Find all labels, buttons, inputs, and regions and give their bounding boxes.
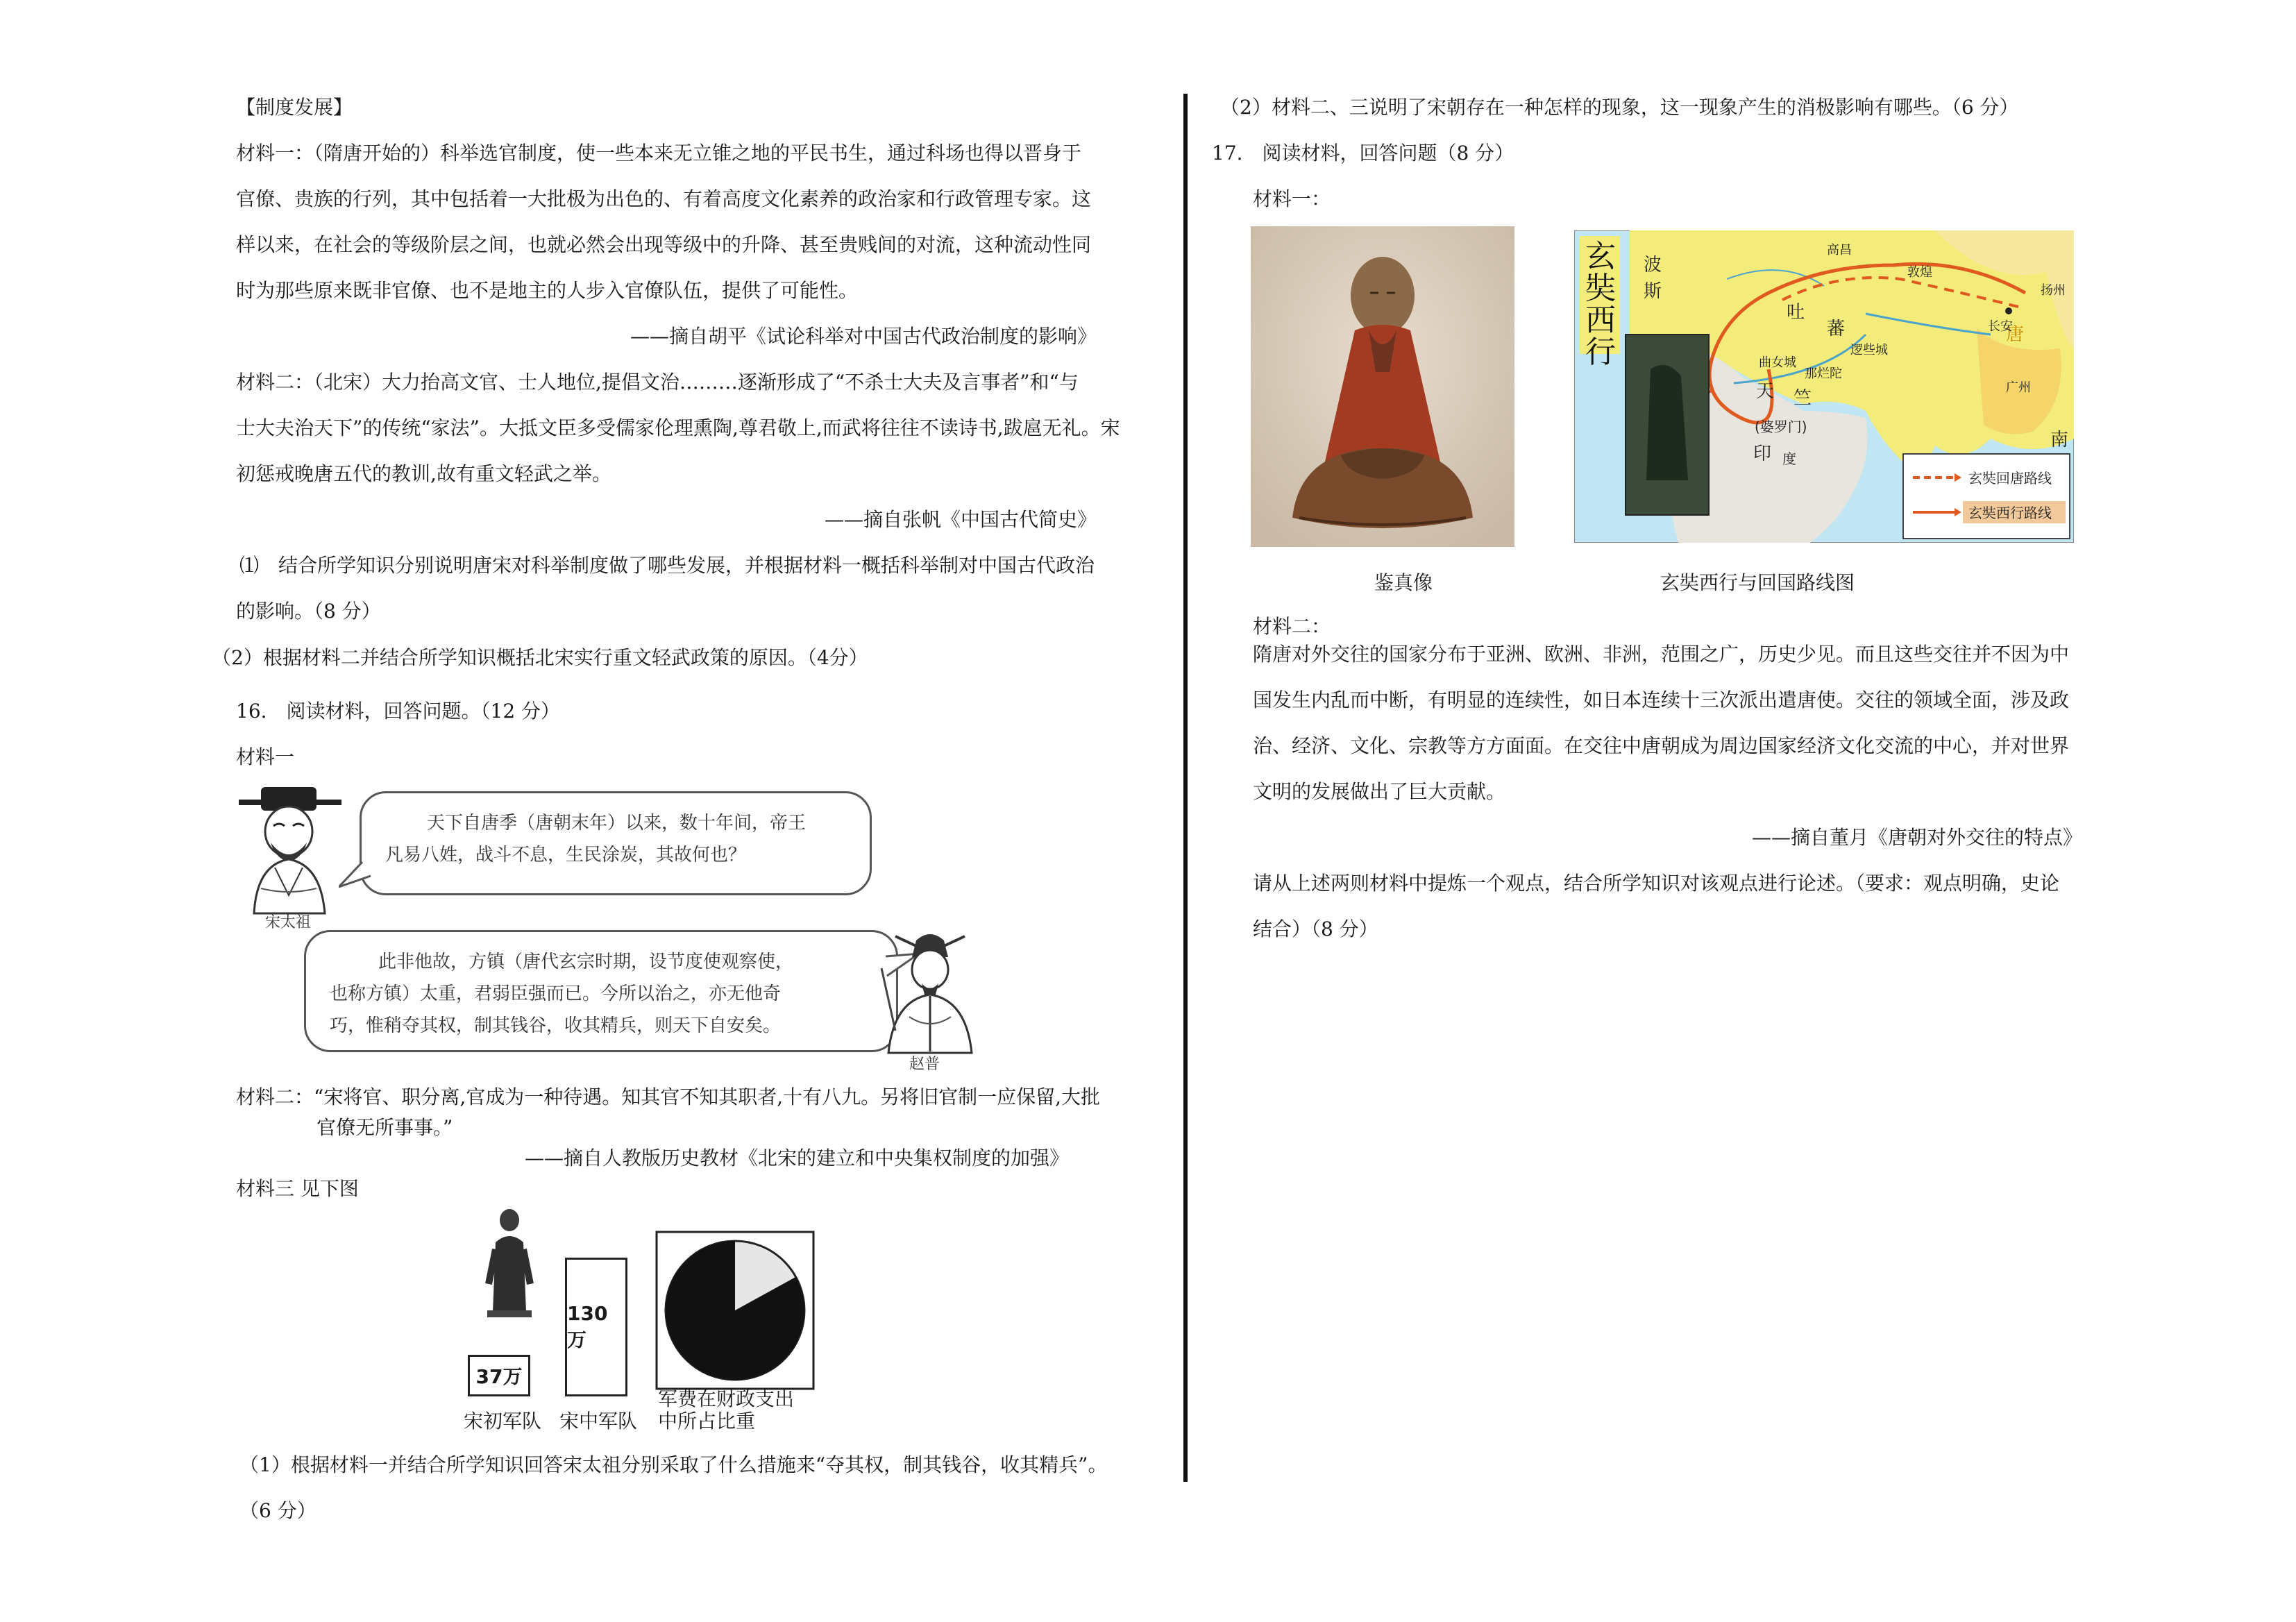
map-city-label: 高昌 (1827, 243, 1852, 257)
jianzhen-statue-image (1251, 226, 1514, 547)
question-16-heading: 16. 阅读材料，回答问题。（12 分） (236, 700, 561, 723)
material2-line: 国发生内乱而中断，有明显的连续性，如日本连续十三次派出遣唐使。交往的领域全面，涉及政 (1253, 688, 2070, 711)
figure-label-song-taizu: 宋太祖 (265, 914, 312, 931)
speech-bubble-song-taizu (360, 791, 872, 895)
question-1: ⑴ 结合所学知识分别说明唐宋对科举制度做了哪些发展，并根据材料一概括科举制对中国古代政治 (239, 554, 1095, 577)
column-divider (1183, 94, 1188, 1482)
material2-line: 治、经济、文化、宗教等方方面面。在交往中唐朝成为周边国家经济文化交流的中心，并对世界 (1253, 734, 2070, 757)
bar-value-label: 37万 (475, 1365, 523, 1388)
map-title-char: 西 (1585, 303, 1616, 338)
bar-value-label: 130万 (567, 1301, 608, 1351)
bubble-tail-icon (339, 861, 380, 895)
material1-line: 样以来，在社会的等级阶层之间，也就必然会出现等级中的升降、甚至贵贱间的对流，这种流动性同 (236, 233, 1092, 256)
map-title-char: 行 (1585, 335, 1616, 370)
figure-label-zhao-pu: 赵普 (909, 1056, 940, 1073)
material2-line: 文明的发展做出了巨大贡献。 (1253, 780, 1506, 803)
map-title-char: 玄 (1585, 239, 1616, 274)
xuanzang-route-map (1574, 230, 2074, 543)
material1-source: ——摘自胡平《试论科举对中国古代政治制度的影响》 (630, 325, 1097, 348)
section-title: 【制度发展】 (236, 96, 353, 119)
map-city-label: 扬州 (2041, 283, 2066, 298)
map-region-label: 斯 (1644, 281, 1662, 302)
speech-bubble-zhao-pu (304, 930, 898, 1052)
map-title-char: 奘 (1585, 271, 1616, 306)
material1-line: 材料一：（隋唐开始的）科举选官制度，使一些本来无立锥之地的平民书生，通过科场也得以晋身于 (236, 142, 1082, 164)
map-city-label: 长安 (1988, 319, 2013, 334)
question-2: （2）根据材料二并结合所学知识概括北宋实行重文轻武政策的原因。（4分） (212, 646, 868, 669)
material-label: 材料一 (236, 745, 295, 768)
map-region-label: 吐 (1787, 302, 1805, 323)
military-spending-pie (655, 1231, 815, 1390)
pie-caption-line: 中所占比重 (658, 1410, 756, 1433)
map-legend-return: 玄奘回唐路线 (1968, 470, 2052, 487)
map-city-label: 曲女城 (1759, 355, 1796, 370)
material2-line: 士大夫治天下”的传统“家法”。大抵文臣多受儒家伦理熏陶,尊君敬上,而武将往往不读诗书,跋扈无礼。宋 (236, 416, 1120, 439)
map-city-label: 那烂陀 (1805, 366, 1842, 381)
material2-source: ——摘自张帆《中国古代简史》 (824, 508, 1097, 531)
map-region-label: 唐 (2006, 324, 2025, 345)
material-label: 材料二： (1253, 615, 1331, 638)
material2-line: 材料二：（北宋）大力抬高文官、士人地位,提倡文治………逐渐形成了“不杀士大夫及言事者”和“与 (236, 371, 1079, 394)
map-city-label: 逻些城 (1850, 343, 1888, 357)
material2-source: ——摘自董月《唐朝对外交往的特点》 (1751, 826, 2082, 849)
zhao-pu-portrait (868, 927, 993, 1055)
map-region-label: 波 (1644, 255, 1662, 276)
category-label-early-song: 宋初军队 (464, 1410, 542, 1433)
question-16-1-points: （6 分） (239, 1499, 316, 1522)
map-region-label: 竺 (1793, 388, 1812, 409)
question-17-heading: 17. 阅读材料，回答问题（8 分） (1212, 142, 1514, 164)
map-city-label: 广州 (2006, 380, 2031, 395)
bubble-line: 巧，惟稍夺其权，制其钱谷，收其精兵，则天下自安矣。 (330, 1015, 782, 1036)
bubble-line: 此非他故，方镇（唐代玄宗时期，设节度使观察使， (378, 952, 794, 972)
image-caption-xuanzang-map: 玄奘西行与回国路线图 (1660, 571, 1855, 594)
question-17-task: 请从上述两则材料中提炼一个观点，结合所学知识对该观点进行论述。（要求：观点明确，史论 (1253, 872, 2060, 895)
map-city-label: 敦煌 (1907, 265, 1932, 280)
map-region-label: (婆罗门) (1755, 419, 1807, 435)
map-legend-west: 玄奘西行路线 (1968, 505, 2052, 521)
material-label: 材料一： (1253, 187, 1331, 210)
material2-source: ——摘自人教版历史教材《北宋的建立和中央集权制度的加强》 (524, 1147, 1069, 1169)
question-1-points: 的影响。（8 分） (236, 600, 381, 623)
material1-line: 官僚、贵族的行列，其中包括着一大批极为出色的、有着高度文化素养的政治家和行政管理专家。这 (236, 187, 1092, 210)
map-region-label: 印 (1753, 443, 1772, 464)
material2-line: 官僚无所事事。” (316, 1116, 453, 1139)
pie-caption-line: 军费在财政支出 (658, 1387, 795, 1410)
question-16-1: （1）根据材料一并结合所学知识回答宋太祖分别采取了什么措施来“夺其权，制其钱谷，收其精兵”。 (239, 1453, 1108, 1476)
bar-mid-song-army (565, 1258, 627, 1396)
map-region-label: 度 (1782, 450, 1796, 467)
song-taizu-portrait (233, 784, 351, 916)
bubble-line: 凡易八姓，战斗不息，生民涂炭，其故何也？ (385, 845, 747, 865)
question-16-2: （2）材料二、三说明了宋朝存在一种怎样的现象，这一现象产生的消极影响有哪些。（6 分） (1220, 96, 2019, 119)
material3-label: 材料三 见下图 (236, 1177, 359, 1200)
bar-early-song-army (468, 1355, 530, 1396)
category-label-mid-song: 宋中军队 (559, 1410, 638, 1433)
map-region-label: 蕃 (1827, 319, 1846, 339)
question-17-task-points: 结合）（8 分） (1253, 918, 1378, 940)
material1-line: 时为那些原来既非官僚、也不是地主的人步入官僚队伍，提供了可能性。 (236, 279, 859, 302)
bubble-line: 天下自唐季（唐朝末年）以来，数十年间，帝王 (427, 813, 807, 834)
material2-line: 隋唐对外交往的国家分布于亚洲、欧洲、非洲，范围之广，历史少见。而且这些交往并不因为中 (1253, 643, 2070, 666)
material2-line: 材料二：“宋将官、职分离,官成为一种待遇。知其官不知其职者,十有八九。另将旧官制一应保留,大批 (236, 1085, 1101, 1108)
soldier-statue-image (475, 1208, 544, 1319)
map-region-label: 天 (1756, 381, 1775, 402)
material2-line: 初惩戒晚唐五代的教训,故有重文轻武之举。 (236, 462, 611, 485)
bubble-line: 也称方镇）太重，君弱臣强而已。今所以治之，亦无他奇 (330, 983, 782, 1004)
image-caption-jianzhen: 鉴真像 (1374, 571, 1433, 594)
map-region-label: 南 (2050, 430, 2069, 450)
